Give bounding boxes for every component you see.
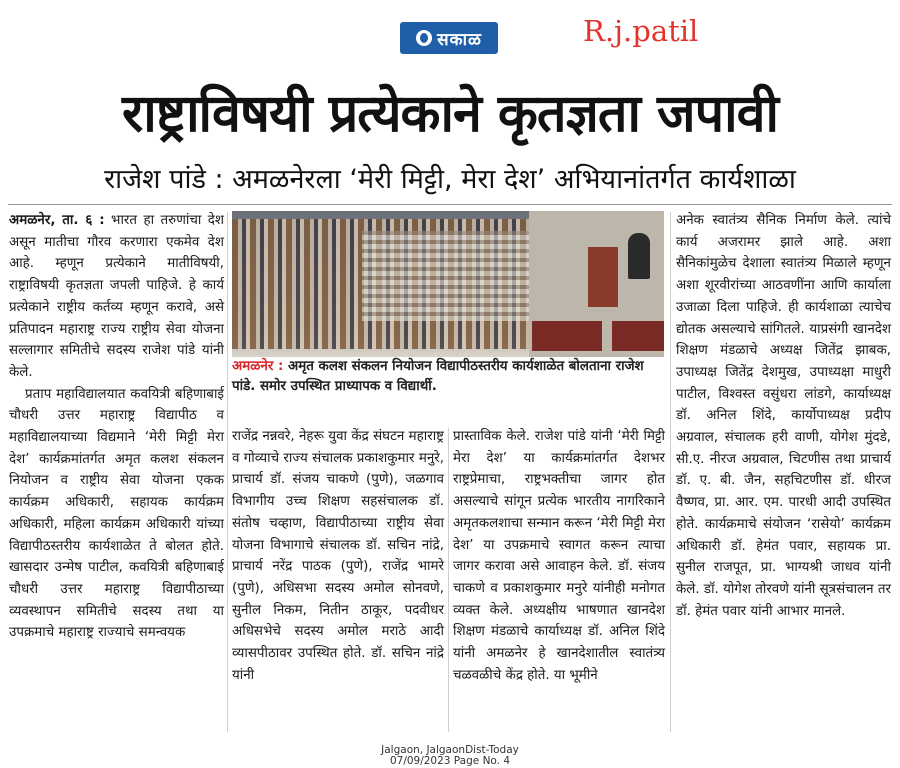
photo-seating-rows	[362, 231, 532, 321]
article-column-1	[9, 210, 224, 644]
intro-paragraph	[9, 210, 224, 384]
photo-speaker	[628, 233, 650, 279]
photo-chair	[612, 321, 664, 351]
sakal-logo	[400, 22, 498, 54]
subheadline: राजेश पांडे : अमळनेरला ‘मेरी मिट्टी, मेरा देश’ अभियानांतर्गत कार्यशाळा	[104, 164, 796, 195]
paragraph-2: प्रताप महाविद्यालयात कवयित्री बहिणाबाई चौधरी उत्तर महाराष्ट्र विद्यापीठ व महाविद्यालयाच्या विद्यमाने ‘मेरी मिट्टी मेरा देश’ कार्यक्रमांतर्गत अमृत कलश संकलन नियोजन व राष्ट्रीय सेवा योजना एकक कार्यक्रम अधिकारी, सहायक कार्यक्रम अधिकारी, महिला कार्यक्रम अधिकारी यांच्या विद्यापीठस्तरीय कार्यशाळेत ते बोलत होते. खासदार उन्मेष पाटील, कवयित्री बहिणाबाई चौधरी उत्तर महाराष्ट्र विद्यापीठाच्या व्यवस्थापन समितीचे सदस्य तथा या उपक्रमाचे महाराष्ट्र राज्याचे समन्वयक	[9, 386, 224, 641]
photo-podium	[588, 247, 618, 307]
column-2-text: राजेंद्र नन्नवरे, नेहरू युवा केंद्र संघटन महाराष्ट्र व गोव्याचे राज्य संचालक प्रकाशकुमार मनुरे, प्राचार्य डॉ. संजय चाकणे (पुणे), जळगाव विभागीय उच्च शिक्षण सहसंचालक डॉ. संतोष चव्हाण, विद्यापीठाच्या राष्ट्रीय सेवा योजना विभागाचे संचालक डॉ. सचिन नांद्रे, प्राचार्य नरेंद्र पाठक (पुणे), राजेंद्र भामरे (पुणे), अधिसभा सदस्य अमोल सोनवणे, सुनील निकम, नितीन ठाकूर, पदवीधर अधिसभेचे सदस्य अमोल मराठे आदी व्यासपीठावर उपस्थित होते. डॉ. सचिन नांद्रे यांनी	[232, 429, 444, 683]
article-column-4	[676, 210, 891, 622]
footer-edition: Jalgaon, JalgaonDist-Today	[381, 744, 519, 756]
handwritten-signature: R.j.patil	[583, 14, 699, 48]
caption-text: अमृत कलश संकलन नियोजन विद्यापीठस्तरीय कार्यशाळेत बोलताना राजेश पांडे. समोर उपस्थित प्राध्यापक व विद्यार्थी.	[232, 359, 644, 394]
page-footer	[0, 745, 900, 767]
dateline: अमळनेर, ता. ६ :	[9, 213, 105, 228]
column-3-text: प्रास्ताविक केले. राजेश पांडे यांनी ‘मेरी मिट्टी मेरा देश’ या कार्यक्रमांतर्गत देशभर राष्ट्रप्रेमाचा, राष्ट्रभक्तीचा जागर होत असल्याचे सांगून प्रत्येक भारतीय नागरिकाने अमृतकलशाचा सन्मान करून ‘मेरी मिट्टी मेरा देश’ या उपक्रमाचे स्वागत करून त्याचा जागर करावा असे आवाहन केले. डॉ. संजय चाकणे व प्रकाशकुमार मनुरे यांनीही मनोगत व्यक्त केले. अध्यक्षीय भाषणात खानदेश शिक्षण मंडळाचे कार्याध्यक्ष डॉ. अनिल शिंदे यांनी अमळनेर हे खानदेशातील स्वातंत्र्य चळवळीचे केंद्र होते. या भूमीने	[453, 429, 665, 683]
subhead-rule	[8, 204, 892, 205]
column-divider	[448, 428, 449, 732]
sakal-emblem-icon	[416, 30, 432, 46]
logo-text: सकाळ	[437, 29, 482, 50]
caption-place: अमळनेर :	[232, 359, 284, 374]
article-column-3	[453, 426, 665, 686]
footer-date-page: 07/09/2023 Page No. 4	[389, 755, 511, 767]
column-divider	[670, 212, 671, 732]
event-photo	[232, 211, 664, 357]
photo-chair	[532, 321, 602, 351]
intro-text: भारत हा तरुणांचा देश असून मातीचा गौरव करणारा एकमेव देश आहे. म्हणून प्रत्येकाने मातीविषयी, राष्ट्राविषयी कृतज्ञता जपली पाहिजे. हे कार्य प्रत्येकाने राष्ट्रीय कर्तव्य म्हणून करावे, असे प्रतिपादन महाराष्ट्र राज्य राष्ट्रीय सेवा योजना सल्लागार समितीचे सदस्य राजेश पांडे यांनी केले.	[9, 213, 225, 380]
headline: राष्ट्राविषयी प्रत्येकाने कृतज्ञता जपावी	[121, 84, 779, 144]
column-4-text: अनेक स्वातंत्र्य सैनिक निर्माण केले. त्यांचे कार्य अजरामर झाले आहे. अशा सैनिकांमुळेच देशाला स्वातंत्र्य मिळाले म्हणून अशा शूरवीरांच्या आठवणींना आणि कार्याला उजाळा दिला पाहिजे. ही कार्यशाळा त्याचेच द्योतक असल्याचे सांगितले. याप्रसंगी खानदेश शिक्षण मंडळाचे अध्यक्ष जितेंद्र झाबक, उपाध्यक्ष जितेंद्र देशमुख, उपाध्यक्षा माधुरी पाटील, विश्वस्त वसुंधरा लांडगे, कार्याध्यक्ष डॉ. अनिल शिंदे, कार्योपाध्यक्ष प्रदीप अग्रवाल, संचालक हरी वाणी, योगेश मुंदडे, सी.ए. नीरज अग्रवाल, चिटणीस तथा प्राचार्य डॉ. ए. बी. जैन, सहचिटणीस डॉ. धीरज वैष्णव, प्रा. आर. एम. पारधी आदी उपस्थित होते. कार्यक्रमाचे संयोजन ‘रासेयो’ कार्यक्रम अधिकारी डॉ. हेमंत पवार, सहायक प्रा. सुनील राजपूत, प्रा. भाग्यश्री जाधव यांनी केले. डॉ. योगेश तोरवणे यांनी सूत्रसंचालन तर डॉ. हेमंत पवार यांनी आभार मानले.	[676, 213, 891, 619]
photo-caption	[232, 357, 664, 397]
column-divider	[227, 212, 228, 732]
article-column-2	[232, 426, 444, 686]
